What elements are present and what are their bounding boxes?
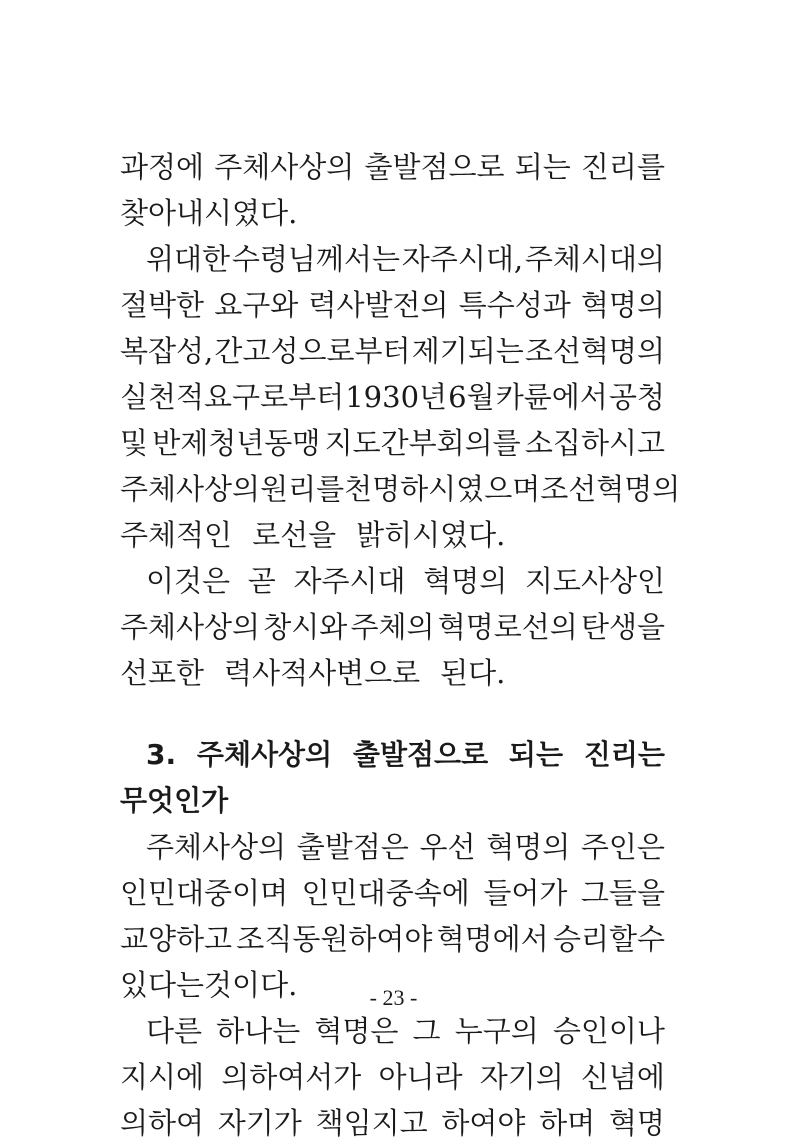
word: 소집하시고	[524, 426, 665, 460]
word: 혁명	[608, 1106, 665, 1140]
word: 무엇인가	[120, 784, 229, 817]
word: 카륜에서	[495, 380, 608, 414]
word: 되는	[508, 738, 564, 771]
word: 출발점으로	[364, 150, 505, 184]
text-line	[120, 1054, 665, 1100]
text-line	[120, 650, 665, 696]
word: 제기되는	[411, 334, 524, 368]
word: 1930년	[345, 380, 448, 414]
text-line	[120, 916, 665, 962]
word: 이것은	[146, 564, 231, 598]
word: 창시와	[263, 610, 348, 644]
word: 출발점은	[296, 830, 409, 864]
word: 6월	[448, 380, 495, 414]
text-line	[120, 236, 665, 282]
text-line	[120, 328, 665, 374]
word: 신념에	[580, 1060, 665, 1094]
paragraph	[120, 1008, 665, 1146]
word: 주체시대의	[524, 242, 665, 276]
word: 혁명의	[580, 288, 665, 322]
word: 교양하고	[120, 922, 233, 956]
word: 된다.	[440, 656, 506, 690]
word: 진리는	[583, 738, 665, 771]
word: 밝히시였다.	[356, 518, 506, 552]
word: 지도사상인	[524, 564, 665, 598]
text-line	[120, 732, 665, 778]
paragraph	[120, 558, 665, 696]
word: 그들을	[580, 876, 665, 910]
paragraph	[120, 236, 681, 558]
word: 주체사상의	[146, 830, 287, 864]
word: 조선혁명의	[524, 334, 665, 368]
word: 혁명은	[314, 1014, 399, 1048]
word: 자주시대	[293, 564, 406, 598]
word: 인민대중속에	[301, 876, 470, 910]
word: 지시에	[120, 1060, 205, 1094]
text-line	[120, 420, 665, 466]
word: 들어가	[483, 876, 568, 910]
text-line	[120, 466, 681, 512]
word: 절박한	[120, 288, 205, 322]
word: 복잡성,	[120, 334, 214, 368]
text-line	[120, 558, 665, 604]
word: 반제청년동맹	[152, 426, 321, 460]
word: 과정에	[120, 150, 205, 184]
text-line	[120, 1008, 665, 1054]
section-gap	[120, 696, 665, 732]
word: 탄생을	[580, 610, 665, 644]
word: 찾아내시였다.	[120, 196, 298, 230]
word: 승인이나	[552, 1014, 665, 1048]
word: 조직동원하여야	[236, 922, 433, 956]
word: 자기가	[217, 1106, 302, 1140]
text-line	[120, 282, 665, 328]
text-line	[120, 512, 665, 558]
word: 그	[412, 1014, 441, 1048]
word: 주체의	[350, 610, 435, 644]
word: 자기의	[479, 1060, 564, 1094]
text-line	[120, 604, 665, 650]
word: 및	[120, 426, 149, 460]
text-line	[120, 190, 665, 236]
word: 하며	[539, 1106, 596, 1140]
word: 공청	[608, 380, 665, 414]
page-number: - 23 -	[369, 985, 418, 1010]
word: 혁명의	[423, 564, 508, 598]
word: 수령님께서는	[231, 242, 400, 276]
word: 주체적인	[120, 518, 233, 552]
word: 위대한	[146, 242, 231, 276]
word: 조선혁명의	[540, 472, 681, 506]
word: 혁명로선의	[437, 610, 578, 644]
word: 력사적사변으로	[224, 656, 421, 690]
word: 주체사상의	[196, 738, 333, 771]
word: 선포한	[120, 656, 205, 690]
word: 인민대중이며	[120, 876, 289, 910]
word: 주체사상의	[120, 472, 261, 506]
word: 지도간부회의를	[324, 426, 521, 460]
word: 요구와	[214, 288, 299, 322]
word: 출발점으로	[352, 738, 489, 771]
text-line	[120, 374, 665, 420]
word: 누구의	[454, 1014, 539, 1048]
text-line	[120, 778, 665, 824]
word: 천명하시였으며	[344, 472, 541, 506]
word: 특수성과	[458, 288, 571, 322]
word: 다른	[146, 1014, 203, 1048]
word: 간고성으로부터	[214, 334, 411, 368]
word: 로선을	[252, 518, 337, 552]
section-heading	[120, 732, 665, 824]
word: 아니라	[378, 1060, 463, 1094]
word: 3.	[146, 738, 177, 771]
word: 되는	[514, 150, 571, 184]
text-line	[120, 1100, 665, 1146]
paragraph	[120, 144, 665, 236]
word: 실천적요구로부터	[120, 380, 345, 414]
text-line	[120, 144, 665, 190]
text-line	[120, 824, 665, 870]
word: 주인은	[580, 830, 665, 864]
word: 자주시대,	[401, 242, 524, 276]
word: 혁명에서	[436, 922, 549, 956]
word: 혁명의	[486, 830, 571, 864]
word: 진리를	[580, 150, 665, 184]
word: 우선	[419, 830, 476, 864]
word: 있다는것이다.	[120, 968, 298, 1002]
word: 주체사상의	[120, 610, 261, 644]
word: 책임지고	[315, 1106, 428, 1140]
word: 원리를	[260, 472, 345, 506]
word: 하나는	[216, 1014, 301, 1048]
word: 의하여	[120, 1106, 205, 1140]
word: 력사발전의	[308, 288, 449, 322]
text-line	[120, 870, 665, 916]
word: 하여야	[441, 1106, 526, 1140]
paragraph	[120, 824, 665, 1008]
word: 주체사상의	[214, 150, 355, 184]
word: 승리할수	[552, 922, 665, 956]
word: 곧	[247, 564, 276, 598]
word: 의하여서가	[221, 1060, 362, 1094]
